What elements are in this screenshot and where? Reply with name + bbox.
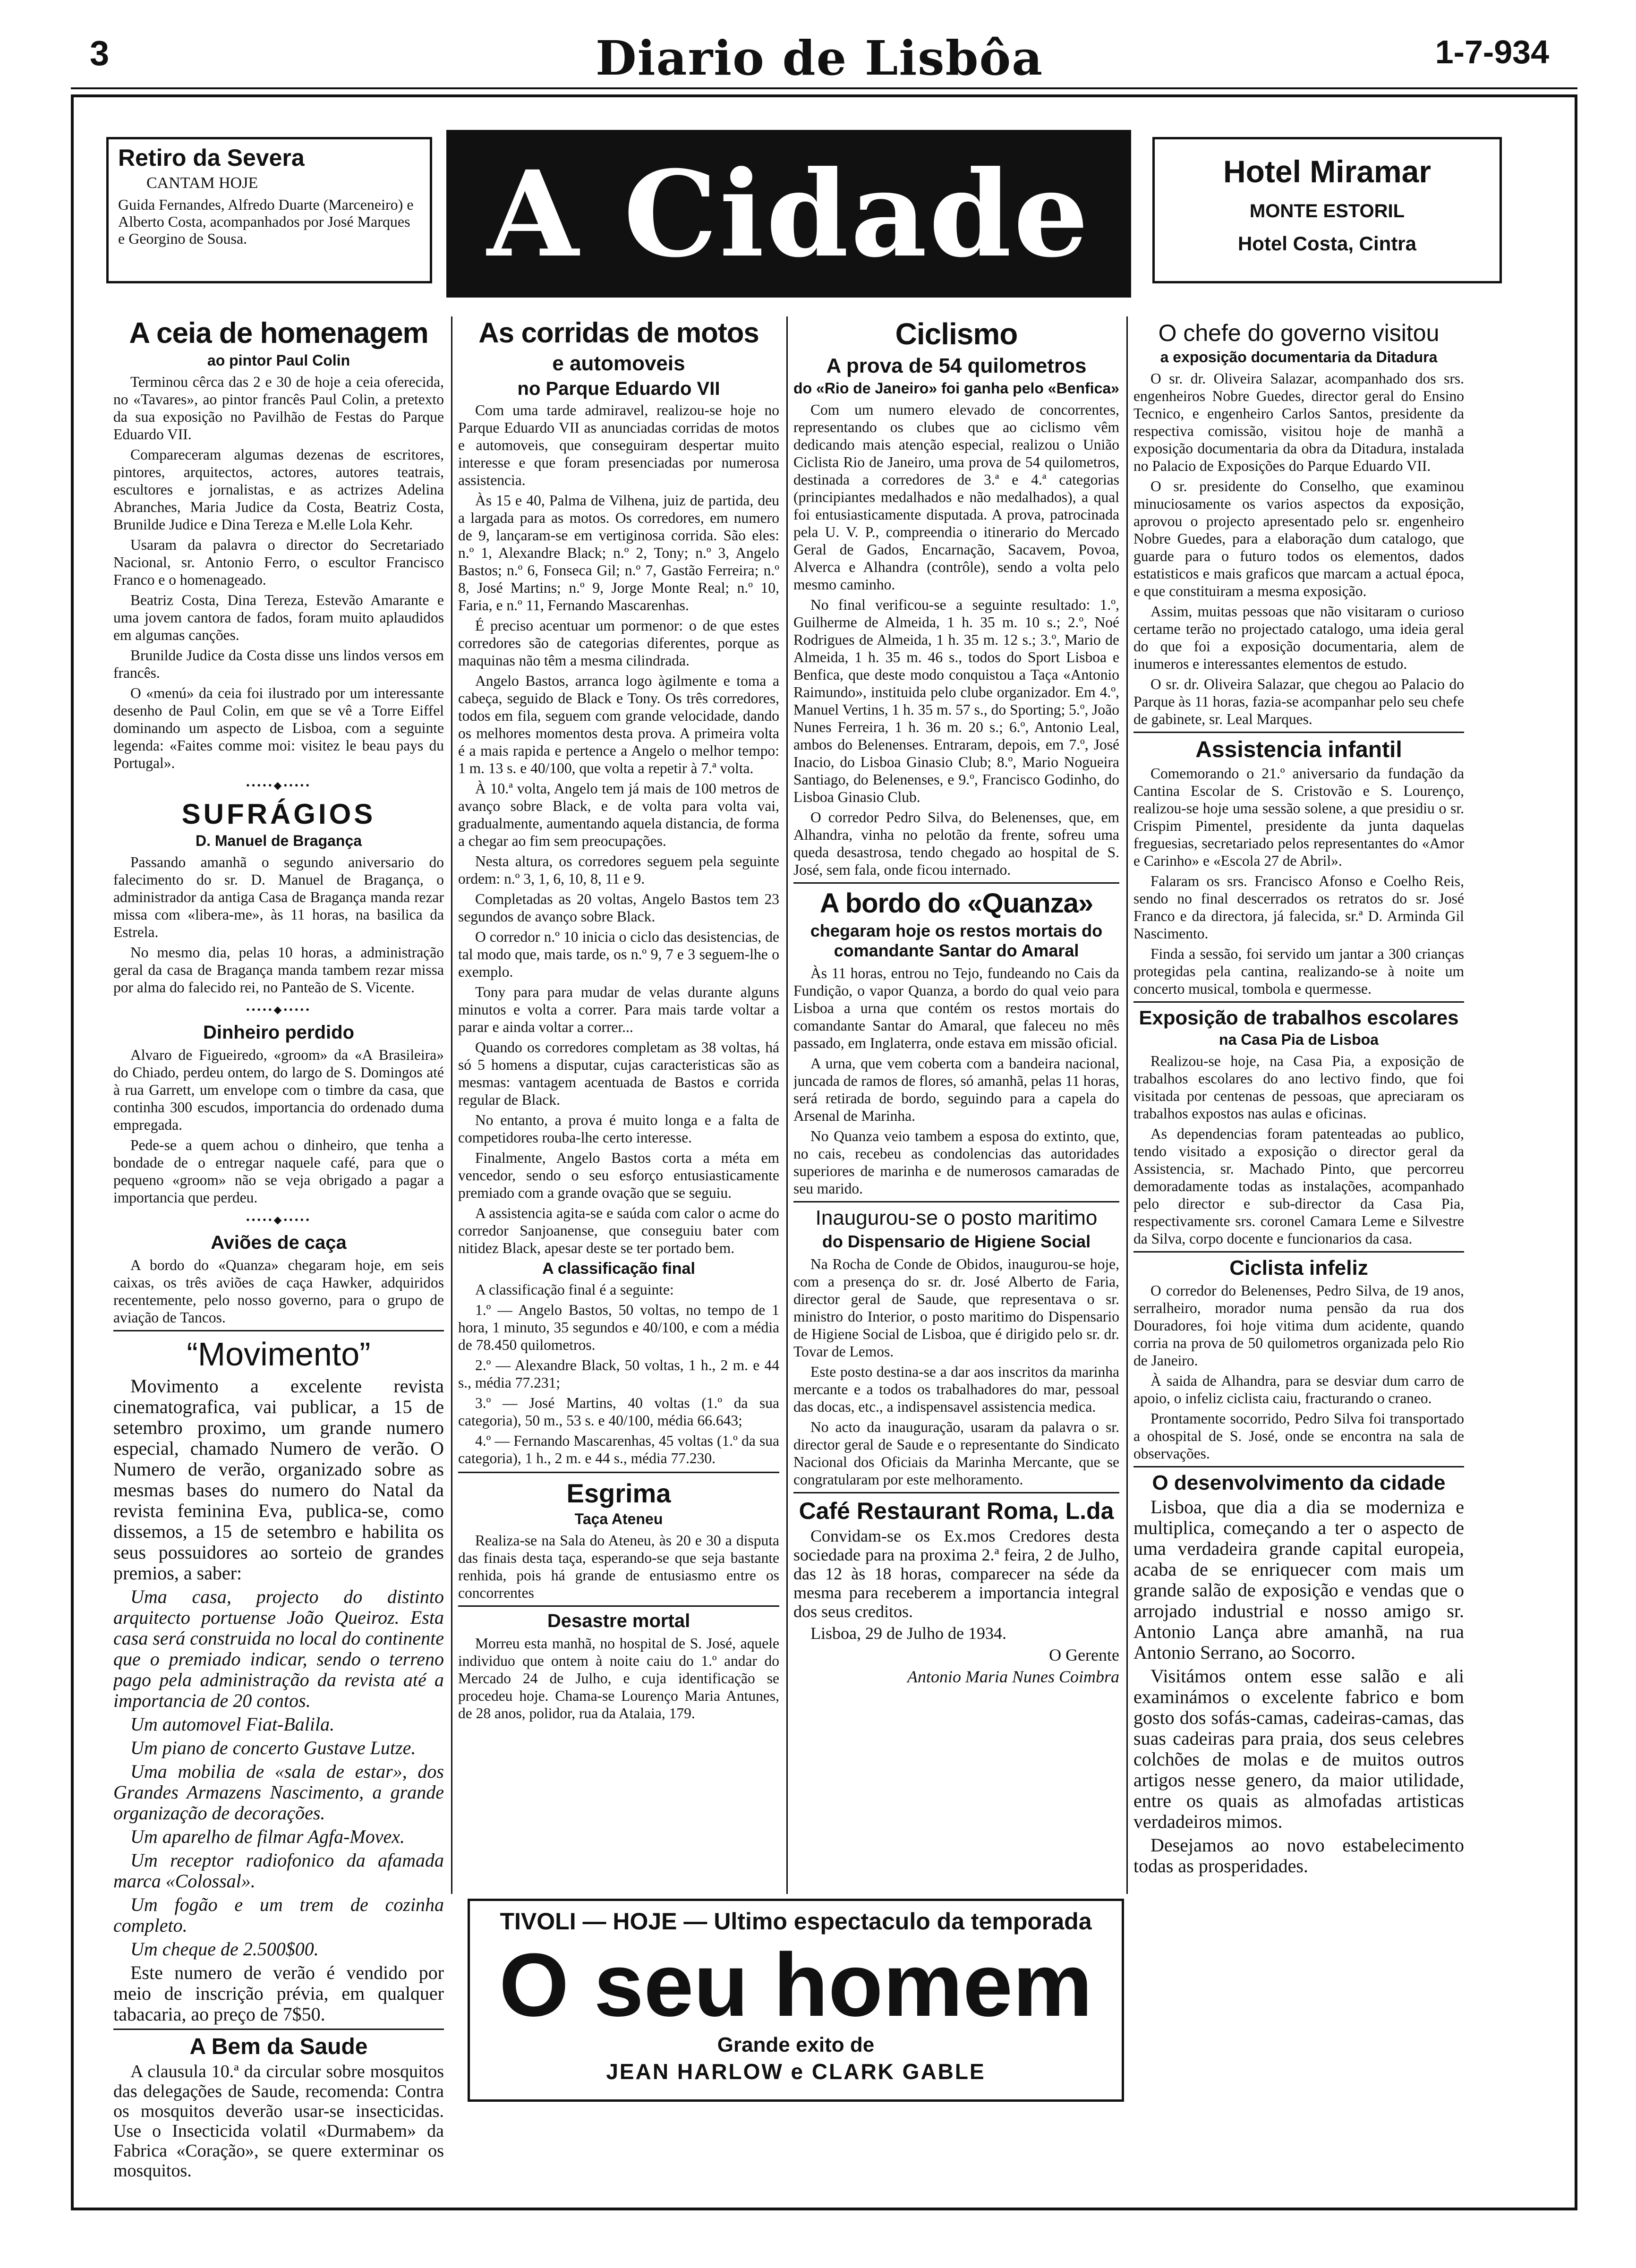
paragraph: É preciso acentuar um pormenor: o de que estes corredores são de categorias diferentes, porque as maquinas não têm a mesma cilindrada. xyxy=(458,617,779,669)
headline-corridas-2: e automoveis xyxy=(552,352,685,375)
paragraph: Assim, muitas pessoas que não visitaram o curioso certame terão no projectado catalogo, uma ideia geral do que foi a exposição documentaria, alem de inumeros e interessantes elementos de estudo. xyxy=(1133,603,1464,672)
paragraph: Na Rocha de Conde de Obidos, inaugurou-se hoje, com a presença do sr. dr. José Alberto de Faria, director geral de Saude, que representava o sr. ministro do Interior, o posto maritimo do Dispensario de Higiene Social de Lisboa, que é dirigido pelo sr. dr. Tovar de Lemos. xyxy=(793,1256,1119,1360)
paragraph: A urna, que vem coberta com a bandeira nacional, juncada de ramos de flores, só amanhã, pelas 11 horas, será retirada de bordo, seguindo para a capela do Arsenal de Marinha. xyxy=(793,1055,1119,1124)
paragraph: No final verificou-se a seguinte resultado: 1.º, Guilherme de Almeida, 1 h. 35 m. 10 s.; 2.º, Noé Rodrigues de Almeida, 1 h. 35 m. 12 s.; 3.º, Mario de Almeida, 1 h. 35 m. 46 s., todos do Sport Lisboa e Benfica, que deste modo conquistou a Taça «Antonio Raimundo», instituida pelo clube organizador. Em 4.º, Manuel Vertins, 1 h. 35 m. 57 s., do Sporting; 5.º, João Nunes Ferreira, 1 h. 36 m. 20 s.; 6.º, Antonio Leal, ambos do Belenenses. Entraram, depois, em 7.º, José Inacio, do Lisboa Ginasio Club; 8.º, Mario Nogueira Santiago, do Belenenses, e 9.º, Francisco Godinho, do Lisboa Ginasio Club. xyxy=(793,597,1119,805)
issue-date: 1-7-934 xyxy=(1435,34,1549,70)
paragraph: Alvaro de Figueiredo, «groom» da «A Brasileira» do Chiado, perdeu ontem, do largo de S. Domingos até à rua Garrett, um envelope com o timbre da casa, que continha 300 escudos, importancia do ordenado duma empregada. xyxy=(113,1047,444,1133)
paragraph: Um cheque de 2.500$00. xyxy=(130,1938,319,1960)
banner-a-cidade xyxy=(446,130,1131,298)
headline-quanza: A bordo do «Quanza» xyxy=(819,888,1093,919)
tivoli-line2: Grande exito de xyxy=(717,2033,875,2056)
ad-hotel-place: MONTE ESTORIL xyxy=(1249,201,1405,222)
paragraph: Às 15 e 40, Palma de Vilhena, juiz de partida, deu a largada para as motos. Os corredores, em numero de 9, lançaram-se em vertiginosa corrida. São eles: n.º 1, Alexandre Black; n.º 2, Tony; n.º 3, Angelo Bastos; n.º 6, Fonseca Gil; n.º 7, Gastão Ferreira; n.º 8, José Martins; n.º 9, Jorge Monte Real; n.º 10, Faria, e n.º 11, Fernando Mascarenhas. xyxy=(458,492,779,614)
paragraph: Tony para para mudar de velas durante alguns minutos e volta a correr. Para mais tarde voltar a parar e ainda voltar a correr... xyxy=(458,984,779,1035)
paragraph: 4.º — Fernando Mascarenhas, 45 voltas (1.º da sua categoria), 1 h., 2 m. e 44 s., média 77.230. xyxy=(458,1432,779,1467)
header-rule xyxy=(71,87,1577,89)
rule xyxy=(793,882,1119,884)
column-rule-2 xyxy=(786,316,788,1894)
paragraph: Terminou cêrca das 2 e 30 de hoje a ceia oferecida, no «Tavares», ao pintor francês Paul Colin, a pretexto da sua exposição no Pavilhão de Festas do Parque Eduardo VII. xyxy=(113,374,444,443)
subhead-sufragios: D. Manuel de Bragança xyxy=(195,832,362,849)
rule xyxy=(458,1472,779,1473)
headline-bem-saude: A Bem da Saude xyxy=(189,2034,368,2059)
subhead-ceia: ao pintor Paul Colin xyxy=(207,352,350,369)
tivoli-stars: JEAN HARLOW e CLARK GABLE xyxy=(606,2059,986,2084)
paragraph: No acto da inauguração, usaram da palavra o sr. director geral de Saude e o representante do Sindicato Nacional dos Oficiais da Marinha Mercante, que se congratularam por este melhoramento. xyxy=(793,1419,1119,1488)
paragraph: À saida de Alhandra, para se desviar dum carro de apoio, o infeliz ciclista caiu, fracturando o craneo. xyxy=(1133,1373,1464,1407)
separator: •••••◆••••• xyxy=(246,779,311,791)
paragraph: Um fogão e um trem de cozinha completo. xyxy=(113,1894,444,1936)
paragraph: Compareceram algumas dezenas de escritores, pintores, arquitectos, actores, autores teatrais, escultores e jornalistas, e as actrizes Adelina Abranches, Maria Judice da Costa, Beatriz Costa, Brunilde Judice e Dina Tereza e M.elle Lola Kehr. xyxy=(113,446,444,533)
desenvolvimento-body xyxy=(1133,1497,1464,1876)
subhead-exposicao: na Casa Pia de Lisboa xyxy=(1219,1031,1379,1048)
headline-cafe-roma: Café Restaurant Roma, L.da xyxy=(799,1498,1114,1524)
paragraph: Um piano de concerto Gustave Lutze. xyxy=(130,1737,416,1758)
subhead-esgrima: Taça Ateneu xyxy=(574,1510,663,1527)
paragraph: No mesmo dia, pelas 10 horas, a administração geral da casa de Bragança manda tambem rezar missa por alma do falecido rei, no Panteão de S. Vicente. xyxy=(113,944,444,996)
separator: •••••◆••••• xyxy=(246,1004,311,1015)
paragraph: Beatriz Costa, Dina Tereza, Estevão Amarante e uma jovem cantora de fados, foram muito aplaudidos em algumas canções. xyxy=(113,592,444,643)
paragraph: Um automovel Fiat-Balila. xyxy=(130,1714,335,1735)
paragraph: Nesta altura, os corredores seguem pela seguinte ordem: n.º 3, 1, 6, 10, 8, 11 e 9. xyxy=(458,853,779,887)
ad-retiro-line1: CANTAM HOJE xyxy=(146,174,258,192)
page-number: 3 xyxy=(90,34,110,73)
paragraph: Usaram da palavra o director do Secretariado Nacional, sr. Antonio Ferro, o escultor Francisco Franco e o homenageado. xyxy=(113,537,444,588)
paragraph: A bordo do «Quanza» chegaram hoje, em seis caixas, os três aviões de caça Hawker, adquiridos recentemente, pelo nosso governo, para o grupo de aviação de Tancos. xyxy=(113,1257,444,1326)
headline-ciclismo: Ciclismo xyxy=(895,317,1018,351)
headline-corridas: As corridas de motos xyxy=(478,317,759,349)
paragraph: Lisboa, que dia a dia se moderniza e multiplica, começando a ter o aspecto de uma verdadeira grande capital europeia, acaba de se enriquecer com mais um grande salão de exposição e vendas que o arrojado industrial e nosso amigo sr. Antonio Lança abre amanhã, na rua Antonio Serrano, ao Socorro. xyxy=(1133,1496,1464,1663)
rule xyxy=(113,2029,444,2030)
headline-exposicao: Exposição de trabalhos escolares xyxy=(1139,1006,1459,1029)
paragraph: O corredor do Belenenses, Pedro Silva, de 19 anos, serralheiro, morador numa pensão da rua dos Douradores, foi hoje vitima dum acidente, quando corria na prova de 50 quilometros organizada pelo Rio de Janeiro. xyxy=(1133,1282,1464,1369)
rule xyxy=(1133,1466,1464,1467)
paragraph: A assistencia agita-se e saúda com calor o acme do corredor Sanjoanense, que conseguiu bater com nitidez Black, apesar deste se ter portado bem. xyxy=(458,1205,779,1256)
headline-desastre: Desastre mortal xyxy=(547,1611,690,1631)
subhead-ciclismo-2: do «Rio de Janeiro» foi ganha pelo «Benfica» xyxy=(793,380,1119,397)
movimento-body xyxy=(113,1376,444,2025)
paragraph: Realizou-se hoje, na Casa Pia, a exposição de trabalhos escolares do ano lectivo findo, que foi visitada por centenas de pessoas, que apreciaram os trabalhos expostos nas aulas e oficinas. xyxy=(1133,1053,1464,1122)
paragraph: Um aparelho de filmar Agfa-Movex. xyxy=(130,1826,405,1847)
tivoli-title: O seu homem xyxy=(499,1935,1093,2035)
paragraph: Comemorando o 21.º aniversario da fundação da Cantina Escolar de S. Cristovão e S. Lourenço, realizou-se hoje uma sessão solene, a que presidiu o sr. Crispim Pimentel, presidente da junta daquelas freguesias, secretariado pelos representantes do «Amor e Carinho» e «Escola 27 de Abril». xyxy=(1133,765,1464,869)
paragraph: Pede-se a quem achou o dinheiro, que tenha a bondade de o entregar naquele café, para que o pequeno «groom» não se veja obrigado a pagar a importancia que perdeu. xyxy=(113,1137,444,1206)
ad-retiro-title: Retiro da Severa xyxy=(118,145,305,171)
headline-ceia: A ceia de homenagem xyxy=(129,317,428,350)
paragraph: O corredor n.º 10 inicia o ciclo das desistencias, de tal modo que, mais tarde, os n.º 9, 7 e 3 seguem-lhe o exemplo. xyxy=(458,929,779,980)
paragraph: Finalmente, Angelo Bastos corta a méta em vencedor, sendo o seu esforço entusiasticamente premiado com a grande ovação que se seguiu. xyxy=(458,1150,779,1201)
paragraph: A clausula 10.ª da circular sobre mosquitos das delegações de Saude, recomenda: Contra os mosquitos deverão usar-se insecticidas. Use o Insecticida volatil «Durmabem» da Fabrica «Coração», se quere exterminar os mosquitos. xyxy=(113,2062,444,2181)
headline-desenvolvimento: O desenvolvimento da cidade xyxy=(1152,1471,1446,1494)
paragraph: Este numero de verão é vendido por meio de inscrição prévia, em qualquer tabacaria, ao preço de 7$50. xyxy=(113,1962,444,2025)
paragraph: Este posto destina-se a dar aos inscritos da marinha mercante e a todos os trabalhadores do mar, pessoal das docas, etc., a indispensavel assistencia medica. xyxy=(793,1364,1119,1415)
paragraph: Realiza-se na Sala do Ateneu, às 20 e 30 a disputa das finais desta taça, esperando-se que seja bastante renhida, pois há grande de entusiasmo entre os concorrentes xyxy=(458,1532,779,1601)
rule xyxy=(458,1605,779,1607)
paragraph: Morreu esta manhã, no hospital de S. José, aquele individuo que ontem à noite caiu do 1.º andar do Mercado 24 de Julho, e cuja identificação se procedeu hoje. Chama-se Lourenço Maria Antunes, de 28 anos, polidor, rua da Atalaia, 179. xyxy=(458,1635,779,1722)
paragraph: Convidam-se os Ex.mos Credores desta sociedade para na proxima 2.ª feira, 2 de Julho, das 12 às 18 horas, comparecer na séde da mesma para receberem a importancia integral dos seus creditos. xyxy=(793,1526,1119,1621)
column-4 xyxy=(1133,316,1464,2211)
column-1 xyxy=(113,316,444,2211)
paragraph: À 10.ª volta, Angelo tem já mais de 100 metros de avanço sobre Black, e de volta para volta vai, gradualmente, aumentando aquela distancia, de forma a chegar ao fim sem preocupações. xyxy=(458,780,779,849)
paragraph: Lisboa, 29 de Julho de 1934. xyxy=(810,1624,1006,1643)
paragraph: Com uma tarde admiravel, realizou-se hoje no Parque Eduardo VII as anunciadas corridas de motos e automoveis, que conseguiram despertar muito interesse e que foram presenciadas por numerosa assistencia. xyxy=(458,402,779,488)
rule xyxy=(1133,1251,1464,1253)
paragraph: Antonio Maria Nunes Coimbra xyxy=(907,1667,1119,1686)
paragraph: Uma casa, projecto do distinto arquitecto portuense João Queiroz. Esta casa será construida no local do continente que o premiado indicar, sendo o terreno pago pela administração da revista até a importancia de 20 contos. xyxy=(113,1586,444,1711)
paragraph: Angelo Bastos, arranca logo àgilmente e toma a cabeça, seguido de Black e Tony. Os três corredores, todos em fila, seguem com grande velocidade, dando os melhores momentos desta prova. A primeira volta é a mais rapida e pertence a Angelo o melhor tempo: 1 m. 13 s. e 40/100, que volta a repetir à 7.ª volta. xyxy=(458,673,779,776)
subhead-corridas: no Parque Eduardo VII xyxy=(517,378,720,399)
paragraph: O sr. dr. Oliveira Salazar, acompanhado dos srs. engenheiros Nobre Guedes, director geral do Ensino Tecnico, e engenheiro Carlos Santos, presidente da respectiva comissão, visitou hoje de manhã a exposição documentaria da obra da Ditadura, instalada no Palacio de Exposições do Parque Eduardo VII. xyxy=(1133,370,1464,474)
paragraph: O corredor Pedro Silva, do Belenenses, que, em Alhandra, vinha no pelotão da frente, sofreu uma queda desastrosa, tendo chegado ao hospital de S. José, sem fala, onde ficou internado. xyxy=(793,809,1119,878)
headline-dinheiro: Dinheiro perdido xyxy=(203,1022,354,1043)
masthead: Diario de Lisbôa xyxy=(595,30,1044,86)
ad-hotel-other: Hotel Costa, Cintra xyxy=(1237,232,1417,255)
paragraph: O sr. presidente do Conselho, que examinou minuciosamente os varios aspectos da exposição, aprovou o projecto apresentado pelo sr. engenheiro Nobre Guedes, para a elaboração dum catalogo, que guarde para o futuro todos os elementos, dados estatisticos e mais graficos que marcam a actual época, e que constituiram a mesma exposição. xyxy=(1133,478,1464,599)
paragraph: Completadas as 20 voltas, Angelo Bastos tem 23 segundos de avanço sobre Black. xyxy=(458,891,779,925)
rule xyxy=(1133,1001,1464,1003)
subhead-classificacao: A classificação final xyxy=(542,1260,695,1278)
rule xyxy=(793,1492,1119,1493)
paragraph: No entanto, a prova é muito longa e a falta de competidores rouba-lhe certo interesse. xyxy=(458,1112,779,1146)
paragraph: Às 11 horas, entrou no Tejo, fundeando no Cais da Fundição, o vapor Quanza, a bordo do qual veio para Lisboa a urna que contém os restos mortais do comandante Santar do Amaral, que faleceu no mês passado, em Inglaterra, onde estava em missão oficial. xyxy=(793,965,1119,1051)
paragraph: 3.º — José Martins, 40 voltas (1.º da sua categoria), 50 m., 53 s. e 40/100, média 66.643; xyxy=(458,1395,779,1429)
paragraph: Brunilde Judice da Costa disse uns lindos versos em francês. xyxy=(113,647,444,681)
paragraph: No Quanza veio tambem a esposa do extinto, que, no cais, recebeu as condolencias das autoridades superiores de marinha e de numerosos camaradas de seu marido. xyxy=(793,1128,1119,1197)
paragraph: O sr. dr. Oliveira Salazar, que chegou ao Palacio do Parque às 11 horas, fazia-se acompanhar pelo seu chefe de gabinete, sr. Leal Marques. xyxy=(1133,676,1464,727)
bem-saude-body xyxy=(113,2062,444,2181)
paragraph: Quando os corredores completam as 38 voltas, há só 5 homens a disputar, cujas caracteristicas são as mesmas: vantagem acentuada de Bastos e corrida regular de Black. xyxy=(458,1039,779,1108)
subhead-inaugurou: do Dispensario de Higiene Social xyxy=(822,1232,1091,1251)
column-2 xyxy=(458,316,779,1890)
headline-sufragios: SUFRÁGIOS xyxy=(181,798,376,830)
column-rule-3 xyxy=(1126,316,1128,1894)
paragraph: Falaram os srs. Francisco Afonso e Coelho Reis, sendo no final descerrados os retratos do sr. José Franco e da directora, já falecida, sr.ª D. Arminda Gil Nascimento. xyxy=(1133,873,1464,942)
column-rule-1 xyxy=(451,316,452,1894)
banner-title: A Cidade xyxy=(487,144,1091,283)
paragraph: 2.º — Alexandre Black, 50 voltas, 1 h., 2 m. e 44 s., média 77.231; xyxy=(458,1357,779,1391)
paragraph: Com um numero elevado de concorrentes, representando os clubes que ao ciclismo vêm dedicando mais atenção especial, realizou o União Ciclista Rio de Janeiro, uma prova de 54 quilometros, destinada a corredores de 3.ª e 4.ª categorias (principiantes medalhados e não medalhados), a qual foi entusiasticamente disputada. A prova, patrocinada pela U. V. P., compreendia o itinerario do Mercado Geral de Gados, Encarnação, Sacavem, Povoa, Alverca e Alhandra (contrôle), sendo a volta pelo mesmo caminho. xyxy=(793,401,1119,593)
paragraph: Finda a sessão, foi servido um jantar a 300 crianças protegidas pela cantina, realizando-se à noite um concerto musical, tombola e quermesse. xyxy=(1133,946,1464,997)
paragraph: Visitámos ontem esse salão e ali examinámos o excelente fabrico e bom gosto dos sofás-camas, cadeiras-camas, das suas cadeiras para praia, dos seus celebres colchões de molas e de muitos outros artigos nesse genero, da maior utilidade, entre os quais as almofadas artisticas verdadeiros mimos. xyxy=(1133,1665,1464,1832)
separator: •••••◆••••• xyxy=(246,1214,311,1226)
headline-chefe-governo: O chefe do governo visitou xyxy=(1158,320,1440,346)
ad-tivoli xyxy=(468,1899,1124,2102)
ad-hotel-name: Hotel Miramar xyxy=(1223,154,1432,189)
paragraph: Desejamos ao novo estabelecimento todas as prosperidades. xyxy=(1133,1834,1464,1876)
subhead-quanza: chegaram hoje os restos mortais do comandante Santar do Amaral xyxy=(810,921,1103,960)
headline-inaugurou: Inaugurou-se o posto maritimo xyxy=(815,1206,1098,1229)
headline-avioes: Aviões de caça xyxy=(211,1232,347,1253)
cafe-body xyxy=(793,1526,1119,1686)
paragraph: Passando amanhã o segundo aniversario do falecimento do sr. D. Manuel de Bragança, o administrador da antiga Casa de Bragança manda rezar missa com «libera-me», às 11 horas, na basilica da Estrela. xyxy=(113,854,444,940)
paragraph: Movimento a excelente revista cinematografica, vai publicar, a 15 de setembro proximo, um grande numero especial, chamado Numero de verão. O Numero de verão, organizado sobre as mesmas bases do numero do Natal da revista feminina Eva, publica-se, como dissemos, a 15 de setembro e habilita os seus possuidores ao sorteio de grandes premios, a saber: xyxy=(113,1375,444,1584)
paragraph: O Gerente xyxy=(1049,1646,1119,1664)
paragraph: A classificação final é a seguinte: xyxy=(475,1281,674,1298)
paragraph: Prontamente socorrido, Pedro Silva foi transportado a ohospital de S. José, onde se encontra na sala de observações. xyxy=(1133,1410,1464,1462)
subhead-ciclismo: A prova de 54 quilometros xyxy=(826,354,1087,377)
paragraph: 1.º — Angelo Bastos, 50 voltas, no tempo de 1 hora, 1 minuto, 35 segundos e 40/100, e com a média de 78.450 quilometros. xyxy=(458,1302,779,1353)
paragraph: As dependencias foram patenteadas ao publico, tendo visitado a exposição o director geral da Assistencia, sr. Machado Pinto, que percorreu demoradamente todas as instalações, acompanhado pelo director e sub-director da Casa Pia, respectivamente srs. coronel Camara Leme e Silvestre da Silva, corpo docente e funcionarios da casa. xyxy=(1133,1125,1464,1247)
headline-ciclista: Ciclista infeliz xyxy=(1229,1256,1368,1279)
paragraph: O «menú» da ceia foi ilustrado por um interessante desenho de Paul Colin, em que se vê a Torre Eiffel dominando um aspecto de Lisboa, com a seguinte legenda: «Faites comme moi: visitez le beau pays du Portugal». xyxy=(113,685,444,771)
paragraph: Um receptor radiofonico da afamada marca «Colossal». xyxy=(113,1850,444,1892)
headline-movimento: “Movimento” xyxy=(187,1336,371,1373)
column-3 xyxy=(793,316,1119,1890)
ad-retiro-body: Guida Fernandes, Alfredo Duarte (Marceneiro) e Alberto Costa, acompanhados por José Marques e Georgino de Sousa. xyxy=(118,196,414,247)
tivoli-line1: TIVOLI — HOJE — Ultimo espectaculo da temporada xyxy=(500,1908,1092,1935)
rule xyxy=(793,1201,1119,1202)
rule xyxy=(113,1330,444,1331)
subhead-chefe-governo: a exposição documentaria da Ditadura xyxy=(1160,349,1438,366)
ad-hotel-miramar xyxy=(1152,137,1502,283)
headline-assistencia: Assistencia infantil xyxy=(1195,737,1402,762)
headline-esgrima: Esgrima xyxy=(566,1478,671,1508)
page-header xyxy=(90,30,1549,86)
rule xyxy=(1133,732,1464,733)
paragraph: Uma mobilia de «sala de estar», dos Grandes Armazens Nascimento, a grande organização de decorações. xyxy=(113,1761,444,1824)
ad-retiro-severa xyxy=(106,137,432,283)
